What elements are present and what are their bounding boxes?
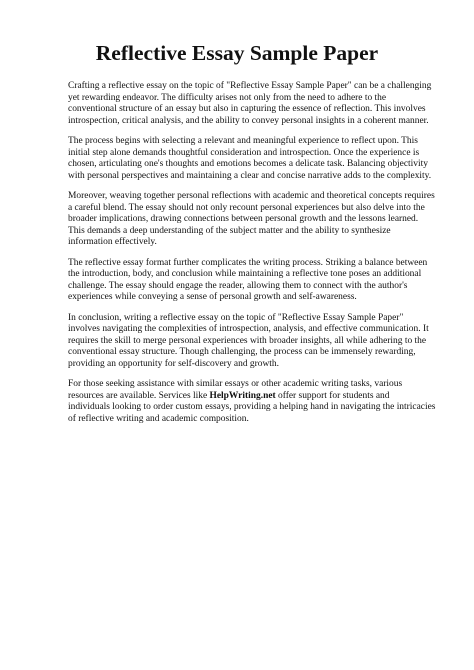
text-line: challenge. The essay should engage the reader, allowing them to connect with the author's: [68, 280, 408, 291]
text-line: broader implications, drawing connections between personal growth and the lessons learned.: [68, 214, 419, 224]
text-line: yet rewarding endeavor. The difficulty arises not only from the need to adhere to the: [68, 92, 387, 103]
document-title: Reflective Essay Sample Paper: [95, 41, 379, 65]
text-line: The reflective essay format further complicates the writing process. Striking a balance between: [68, 257, 428, 268]
text-segment: offer support for students and: [275, 390, 390, 401]
text-line: requires the skill to merge personal experiences with broader insights, all while adhering to the: [68, 335, 427, 346]
text-line: individuals looking to order custom essays, providing a helping hand in navigating the intricacies: [68, 402, 436, 412]
paragraph-6: [68, 379, 436, 425]
text-line: a careful blend. The essay should not only recount personal experiences but also delve into the: [68, 202, 425, 213]
text-line: For those seeking assistance with similar essays or other academic writing tasks, various: [68, 379, 403, 389]
paragraph-3: [68, 191, 435, 249]
text-line: the introduction, body, and conclusion while maintaining a reflective tone poses an additional: [68, 269, 422, 279]
paragraph-4: [68, 257, 428, 304]
text-line: introspection, critical analysis, and the ability to convey personal insights in a coherent manner.: [68, 115, 429, 126]
text-line: of reflective writing and academic composition.: [68, 413, 249, 424]
text-line: In conclusion, writing a reflective essay on the topic of "Reflective Essay Sample Paper": [68, 312, 404, 323]
text-line: providing an opportunity for self-discovery and growth.: [68, 358, 279, 369]
paragraph-2: [68, 136, 432, 182]
text-line: The process begins with selecting a relevant and meaningful experience to reflect upon. This: [68, 136, 418, 146]
service-link[interactable]: HelpWriting.net: [209, 390, 276, 401]
text-line: Moreover, weaving together personal reflections with academic and theoretical concepts requires: [68, 191, 435, 201]
text-segment: resources are available. Services like: [68, 390, 210, 401]
text-line: [68, 391, 418, 403]
text-line: information effectively.: [68, 237, 157, 247]
text-line: involves navigating the complexities of introspection, analysis, and effective communication. It: [68, 324, 429, 334]
text-line: This demands a deep understanding of the subject matter and the ability to synthesize: [68, 225, 391, 236]
paragraph-5: [68, 312, 429, 371]
text-line: chosen, articulating one's thoughts and emotions becomes a delicate task. Balancing objectivity: [68, 159, 428, 169]
text-line: Crafting a reflective essay on the topic of "Reflective Essay Sample Paper" can be a challenging: [68, 81, 432, 91]
text-line: conventional essay structure. Though challenging, the process can be immensely rewarding,: [68, 347, 416, 357]
paragraph-1: [68, 81, 432, 127]
text-line: initial step alone demands thoughtful consideration and introspection. Once the experience is: [68, 147, 420, 158]
text-line: with personal perspectives and maintaining a clear and concise narrative adds to the complexity.: [68, 170, 432, 181]
document-body: [68, 81, 436, 434]
text-line: conventional structure of an essay but also in capturing the essence of reflection. This involves: [68, 104, 426, 114]
text-line: experiences while conveying a sense of personal growth and self-awareness.: [68, 292, 357, 302]
